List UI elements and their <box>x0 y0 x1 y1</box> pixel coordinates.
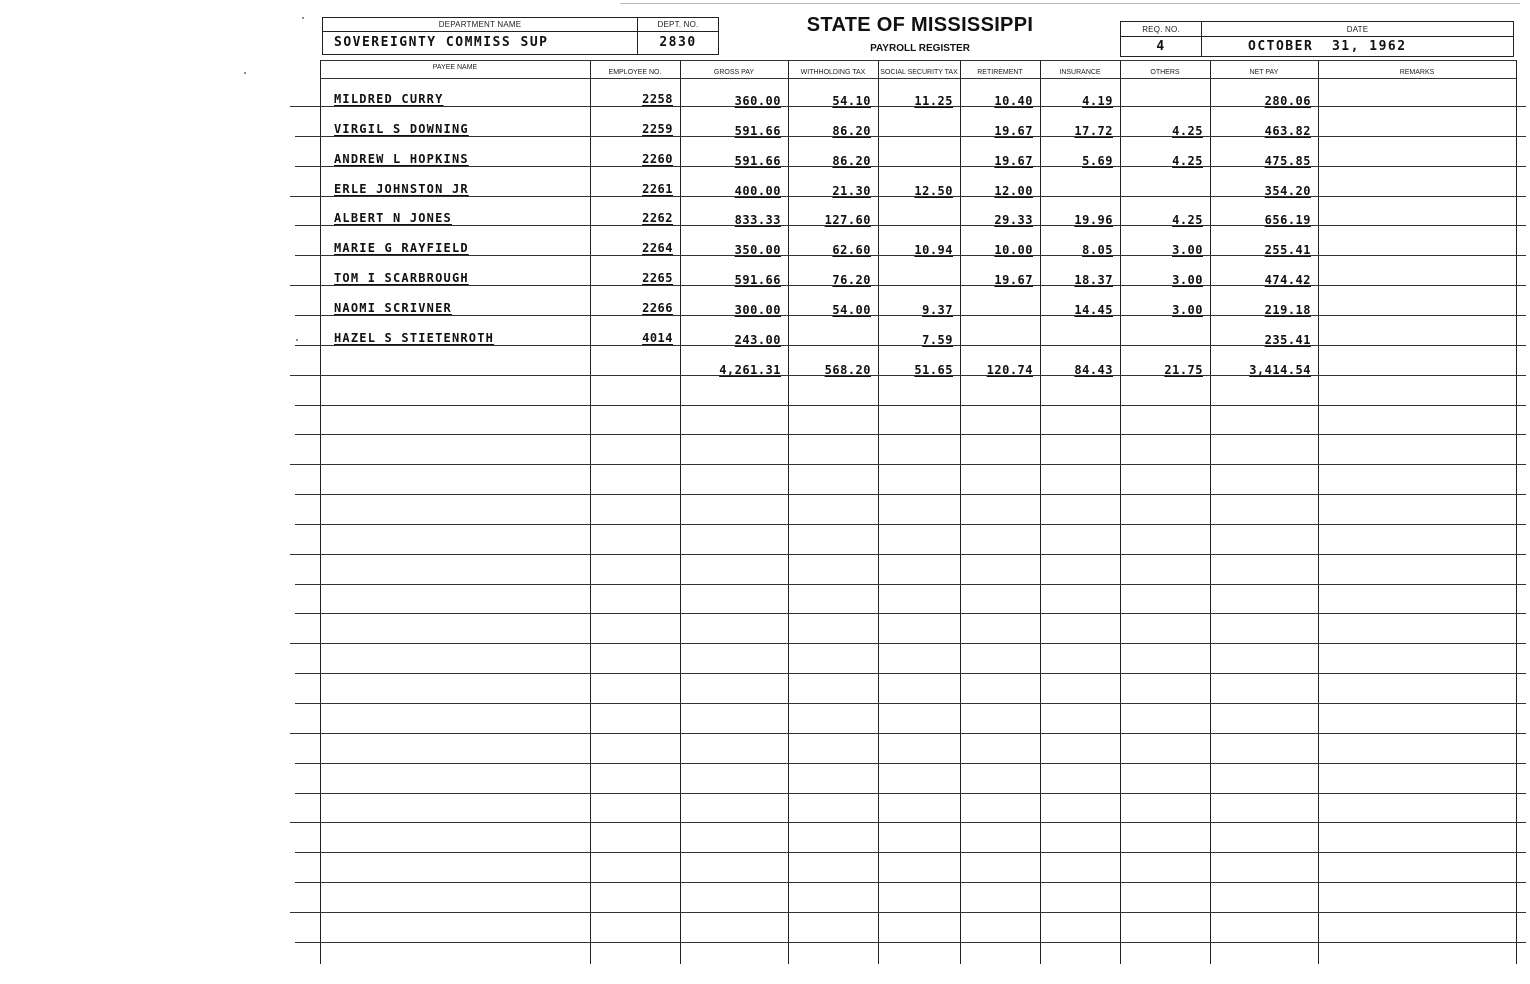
row-rule <box>295 405 1526 406</box>
page-subtitle: PAYROLL REGISTER <box>870 43 970 54</box>
withholding-cell: 21.30 <box>832 184 871 198</box>
dept-no-value: 2830 <box>659 35 697 50</box>
payee-name-cell: MILDRED CURRY <box>334 92 444 106</box>
net-cell: 475.85 <box>1264 154 1311 168</box>
column-header: INSURANCE <box>1059 69 1101 76</box>
others-cell: 3.00 <box>1172 273 1203 287</box>
emp-cell: 2261 <box>642 182 673 196</box>
net-cell: 463.82 <box>1264 124 1311 138</box>
row-rule <box>295 613 1526 614</box>
gross-cell: 833.33 <box>734 213 781 227</box>
emp-cell: 2266 <box>642 301 673 315</box>
row-rule <box>290 822 1526 823</box>
payee-name-cell: ANDREW L HOPKINS <box>334 152 469 166</box>
row-rule <box>295 942 1526 943</box>
gross-cell: 591.66 <box>734 124 781 138</box>
withholding-cell: 54.10 <box>832 94 871 108</box>
others-cell: 4.25 <box>1172 154 1203 168</box>
row-rule <box>295 793 1526 794</box>
insurance-cell: 8.05 <box>1082 243 1113 257</box>
column-header: WITHHOLDING TAX <box>800 69 866 76</box>
row-rule <box>290 285 1526 286</box>
row-rule <box>295 584 1526 585</box>
date-value: OCTOBER 31, 1962 <box>1248 39 1407 54</box>
ss-cell: 9.37 <box>922 303 953 317</box>
gross-cell: 591.66 <box>734 273 781 287</box>
retirement-cell: 12.00 <box>994 184 1033 198</box>
date-label: DATE <box>1346 25 1369 34</box>
retirement-cell: 19.67 <box>994 124 1033 138</box>
row-rule <box>295 763 1526 764</box>
scan-speck <box>296 339 298 341</box>
payee-name-cell: MARIE G RAYFIELD <box>334 241 469 255</box>
retirement-cell: 19.67 <box>994 154 1033 168</box>
gross-cell: 243.00 <box>734 333 781 347</box>
row-rule <box>290 554 1526 555</box>
payroll-table <box>320 60 1516 964</box>
payee-name-cell: TOM I SCARBROUGH <box>334 271 469 285</box>
dept-no-label: DEPT. NO. <box>657 20 699 29</box>
retirement-cell: 10.40 <box>994 94 1033 108</box>
others-cell: 4.25 <box>1172 124 1203 138</box>
emp-cell: 2259 <box>642 122 673 136</box>
row-rule <box>295 225 1526 226</box>
net-cell: 219.18 <box>1264 303 1311 317</box>
gross-cell: 591.66 <box>734 154 781 168</box>
row-rule <box>295 524 1526 525</box>
column-header: EMPLOYEE NO. <box>608 69 662 76</box>
row-rule <box>295 703 1526 704</box>
withholding-cell: 86.20 <box>832 154 871 168</box>
net-cell: 656.19 <box>1264 213 1311 227</box>
retirement-cell: 10.00 <box>994 243 1033 257</box>
req-no-value: 4 <box>1156 39 1166 54</box>
emp-cell: 2258 <box>642 92 673 106</box>
total-others-cell: 21.75 <box>1164 363 1203 377</box>
others-cell: 4.25 <box>1172 213 1203 227</box>
row-rule <box>290 733 1526 734</box>
total-gross-cell: 4,261.31 <box>719 363 781 377</box>
column-header: GROSS PAY <box>713 69 755 76</box>
row-rule <box>295 166 1526 167</box>
retirement-cell: 29.33 <box>994 213 1033 227</box>
column-header: PAYEE NAME <box>432 64 478 71</box>
emp-cell: 4014 <box>642 331 673 345</box>
row-rule <box>295 882 1526 883</box>
withholding-cell: 62.60 <box>832 243 871 257</box>
department-value: SOVEREIGNTY COMMISS SUP <box>334 35 549 50</box>
insurance-cell: 18.37 <box>1074 273 1113 287</box>
ss-cell: 11.25 <box>914 94 953 108</box>
payee-name-cell: ALBERT N JONES <box>334 211 452 225</box>
row-rule <box>290 464 1526 465</box>
column-header: OTHERS <box>1150 69 1180 76</box>
column-header: SOCIAL SECURITY TAX <box>880 69 958 76</box>
others-cell: 3.00 <box>1172 303 1203 317</box>
row-rule <box>295 852 1526 853</box>
insurance-cell: 4.19 <box>1082 94 1113 108</box>
withholding-cell: 76.20 <box>832 273 871 287</box>
emp-cell: 2262 <box>642 211 673 225</box>
total-withholding-cell: 568.20 <box>824 363 871 377</box>
net-cell: 280.06 <box>1264 94 1311 108</box>
net-cell: 255.41 <box>1264 243 1311 257</box>
ss-cell: 12.50 <box>914 184 953 198</box>
total-ss-cell: 51.65 <box>914 363 953 377</box>
column-header: REMARKS <box>1399 69 1435 76</box>
gross-cell: 350.00 <box>734 243 781 257</box>
header-row-border <box>320 78 1516 79</box>
gross-cell: 400.00 <box>734 184 781 198</box>
total-net-cell: 3,414.54 <box>1249 363 1311 377</box>
req-date-divider <box>1120 36 1514 37</box>
retirement-cell: 19.67 <box>994 273 1033 287</box>
emp-cell: 2260 <box>642 152 673 166</box>
gross-cell: 360.00 <box>734 94 781 108</box>
total-insurance-cell: 84.43 <box>1074 363 1113 377</box>
ss-cell: 10.94 <box>914 243 953 257</box>
payee-name-cell: HAZEL S STIETENROTH <box>334 331 495 345</box>
insurance-cell: 17.72 <box>1074 124 1113 138</box>
scan-speck <box>302 17 304 19</box>
row-rule <box>290 643 1526 644</box>
department-label: DEPARTMENT NAME <box>438 20 522 29</box>
row-rule <box>295 136 1526 137</box>
emp-cell: 2264 <box>642 241 673 255</box>
withholding-cell: 86.20 <box>832 124 871 138</box>
page-title: STATE OF MISSISSIPPI <box>806 14 1034 36</box>
net-cell: 474.42 <box>1264 273 1311 287</box>
gross-cell: 300.00 <box>734 303 781 317</box>
row-rule <box>290 912 1526 913</box>
table-top-border <box>320 60 1516 61</box>
insurance-cell: 19.96 <box>1074 213 1113 227</box>
net-cell: 354.20 <box>1264 184 1311 198</box>
row-rule <box>295 673 1526 674</box>
column-header: NET PAY <box>1249 69 1279 76</box>
withholding-cell: 54.00 <box>832 303 871 317</box>
top-edge-line <box>620 3 1520 4</box>
header-divider <box>322 31 719 32</box>
column-header: RETIREMENT <box>977 69 1023 76</box>
payee-name-cell: VIRGIL S DOWNING <box>334 122 469 136</box>
net-cell: 235.41 <box>1264 333 1311 347</box>
payee-name-cell: NAOMI SCRIVNER <box>334 301 452 315</box>
req-no-label: REQ. NO. <box>1142 25 1180 34</box>
withholding-cell: 127.60 <box>824 213 871 227</box>
row-rule <box>295 434 1526 435</box>
insurance-cell: 5.69 <box>1082 154 1113 168</box>
payee-name-cell: ERLE JOHNSTON JR <box>334 182 469 196</box>
others-cell: 3.00 <box>1172 243 1203 257</box>
total-retirement-cell: 120.74 <box>986 363 1033 377</box>
scan-speck <box>244 72 246 74</box>
ss-cell: 7.59 <box>922 333 953 347</box>
insurance-cell: 14.45 <box>1074 303 1113 317</box>
row-rule <box>295 494 1526 495</box>
emp-cell: 2265 <box>642 271 673 285</box>
